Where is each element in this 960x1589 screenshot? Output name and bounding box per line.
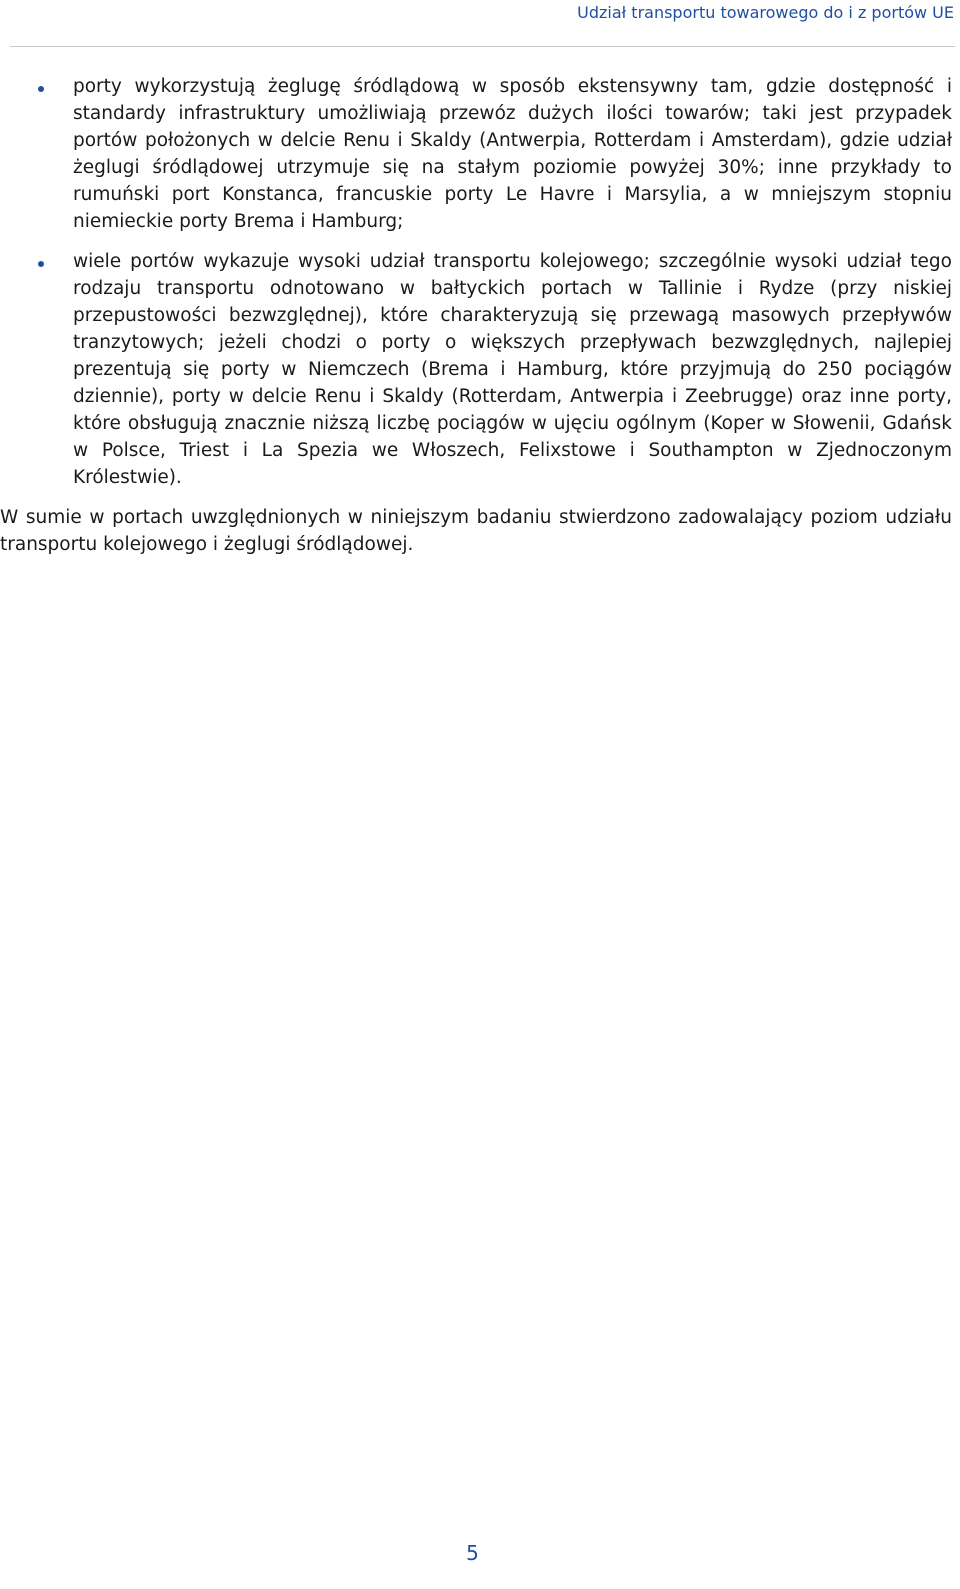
list-item [0,73,952,235]
list-item-text: porty wykorzystują żeglugę śródlądową w sposób ekstensywny tam, gdzie dostępność i standardy infrastruktury umożliwiają przewóz dużych ilości towarów; taki jest przypadek portów położonych w delcie Renu i Skaldy (Antwerpia, Rotterdam i Amsterdam), gdzie udział żeglugi śródlądowej utrzymuje się na stałym poziomie powyżej 30%; inne przykłady to rumuński port Konstanca, francuskie porty Le Havre i Marsylia, a w mniejszym stopniu niemieckie porty Brema i Hamburg; [73,76,952,232]
summary-paragraph: W sumie w portach uwzględnionych w niniejszym badaniu stwierdzono zadowalający poziom udziału transportu kolejowego i żeglugi śródlądowej. [0,507,952,555]
bullet-icon [38,86,44,92]
header-divider [10,46,955,47]
list-item-text: wiele portów wykazuje wysoki udział transportu kolejowego; szczególnie wysoki udział tego rodzaju transportu odnotowano w bałtyckich portach w Tallinie i Rydze (przy niskiej przepustowości bezwzględnej), które charakteryzują się przewagą masowych przepływów tranzytowych; jeżeli chodzi o porty o większych przepływach bezwzględnych, najlepiej prezentują się porty w Niemczech (Brema i Hamburg, które przyjmują do 250 pociągów dziennie), porty w delcie Renu i Skaldy (Rotterdam, Antwerpia i Zeebrugge) oraz inne porty, które obsługują znacznie niższą liczbę pociągów w ujęciu ogólnym (Koper w Słowenii, Gdańsk w Polsce, Triest i La Spezia we Włoszech, Felixstowe i Southampton w Zjednoczonym Królestwie). [73,251,952,488]
running-header: Udział transportu towarowego do i z portów UE [577,3,954,22]
bullet-icon [38,261,44,267]
bullet-list [0,73,952,491]
page-number: 5 [466,1541,479,1565]
list-item [0,248,952,491]
document-body [0,73,952,558]
